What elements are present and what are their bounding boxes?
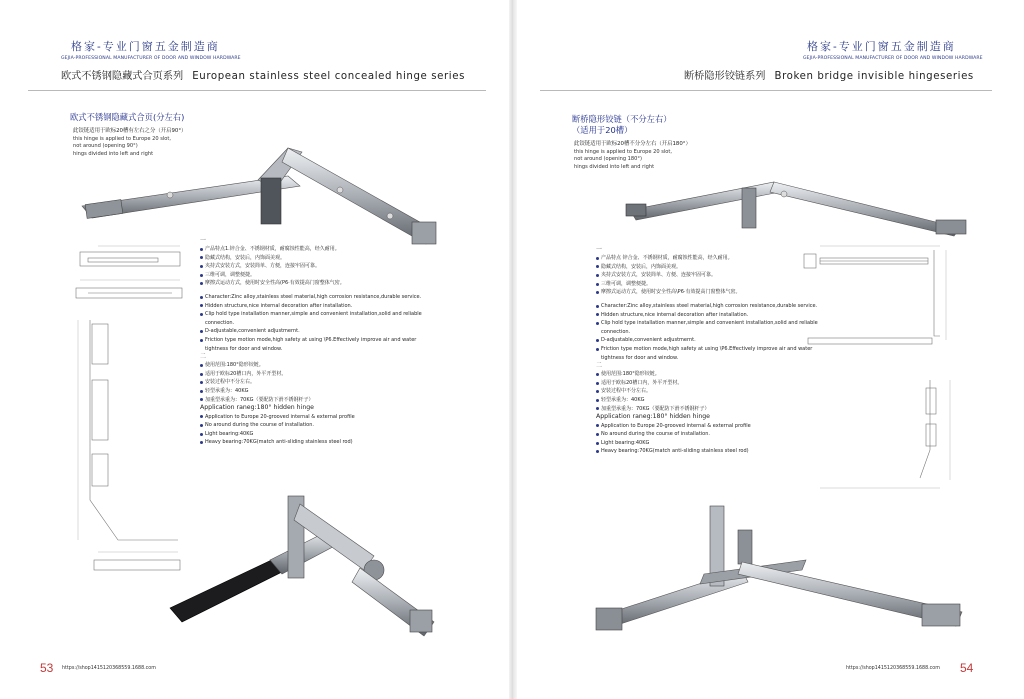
hinge-icon — [592, 500, 970, 640]
usage-cn-3: 安装过程中不分左右。 — [200, 378, 500, 387]
product-title-1: 断桥隐形铰链（不分左右） — [572, 114, 672, 124]
feature-cn-3: 夹持式安装方式，安装简单、方便、连接牢固可靠。 — [596, 271, 896, 280]
usage-en-title: Application raneg:180° hidden hinge — [596, 413, 710, 421]
feature-cn-1: 产品特点1.锌合金、不锈钢材质，耐腐蚀性能高，经久耐用。 — [200, 245, 500, 254]
usage-cn-1: 使用范围:180°隐形铰链。 — [596, 370, 896, 379]
intro-en-3: hings divided into left and right — [574, 164, 655, 171]
brand-en: GEJIA-PROFESSIONAL MANUFACTURER OF DOOR AND WINDOW HARDWARE — [803, 56, 983, 61]
feature-en-4: D-adjustable,convenient adjustmernt. — [596, 336, 896, 345]
header-rule — [28, 90, 486, 91]
intro-cn: 此铰链适用于欧标20槽不分分左右（开启180°） — [574, 141, 691, 147]
feature-cn-4: 三维可调，调整便捷。 — [200, 271, 500, 280]
product-title: 欧式不锈钢隐藏式合页(分左右) — [70, 112, 185, 122]
intro-cn: 此铰链适用于欧标20槽有左右之分（开启90°） — [73, 128, 187, 134]
series-title — [684, 67, 974, 82]
page-right — [516, 0, 1024, 699]
usage-en-3: Light bearing:40KG — [596, 439, 896, 448]
feature-cn-5: 摩擦式运动方式，使用时安全性高\P6·有效提高门窗整体气密。 — [596, 288, 896, 297]
feature-cn-1: 产品特点 锌合金、不锈钢材质，耐腐蚀性能高，经久耐用。 — [596, 254, 896, 263]
intro-en-1: this hinge is applied to Europe 20 slot, — [574, 148, 673, 155]
feature-cn-4: 三维可调，调整便捷。 — [596, 280, 896, 289]
usage-en-3: Light bearing:40KG — [200, 430, 500, 439]
feature-en-2: Hidden structure,nice internal decoration after installation. — [200, 302, 500, 311]
feature-en-4: D-adjustable,convenient adjustmernt. — [200, 327, 500, 336]
series-en: Broken bridge invisible hingeseries — [774, 71, 974, 82]
series-cn: 断桥隐形铰链系列 — [684, 71, 766, 82]
brand-en: GEJIA-PROFESSIONAL MANUFACTURER OF DOOR AND WINDOW HARDWARE — [61, 56, 241, 61]
usage-en-1: Application to Europe 20-grooved internal & external profile — [596, 422, 896, 431]
usage-en-4: Heavy bearing:70KG(match anti-sliding stainless steel rod) — [200, 438, 500, 447]
usage-cn-2: 适用于欧标20槽口内，外平开型材。 — [200, 370, 500, 379]
feature-en-3: Clip hold type installation manner,simple and convenient installation,solid and reliable connection. — [200, 310, 436, 327]
usage-en-2: No around during the course of installation. — [596, 430, 896, 439]
feature-en-2: Hidden structure,nice internal decoration after installation. — [596, 311, 896, 320]
brand-cn: 格家-专业门窗五金制造商 — [71, 40, 220, 53]
feature-cn-5: 摩擦式运动方式，使用时安全性高(P6·有效提高门窗整体气密。 — [200, 279, 500, 288]
intro-en-2: not around (opening 90°) — [73, 143, 138, 150]
shop-url[interactable]: https://shop1415120368559.1688.com — [846, 666, 940, 671]
usage-en-2: No around during the course of installation. — [200, 421, 500, 430]
product-intro — [574, 141, 691, 172]
usage-cn-5: 加重型承重为：70KG（要配防下滑不锈钢杆子） — [596, 405, 896, 414]
section-mark-2: 二 — [596, 362, 603, 370]
hinge-icon — [624, 170, 970, 236]
page-number: 53 — [40, 661, 54, 675]
header-rule — [540, 90, 992, 91]
feature-en-3: Clip hold type installation manner,simple and convenient installation,solid and reliable connection. — [596, 319, 832, 336]
shop-url[interactable]: https://shop1415120368559.1688.com — [62, 666, 156, 671]
usage-cn-3: 安装过程中不分左右。 — [596, 387, 896, 396]
product-title — [572, 114, 672, 136]
feature-cn-2: 隐藏式结构，安装后，内饰面美观。 — [596, 263, 896, 272]
series-en: European stainless steel concealed hinge series — [192, 71, 465, 82]
feature-cn-3: 夹持式安装方式，安装简单、方便，连接牢固可靠。 — [200, 262, 500, 271]
page-number: 54 — [960, 661, 974, 675]
usage-cn-4: 轻型承重为：40KG — [596, 396, 896, 405]
usage-cn-4: 轻型承重为：40KG — [200, 387, 500, 396]
series-title — [61, 67, 465, 82]
intro-en-3: hings divided into left and right — [73, 151, 154, 158]
features-block — [200, 237, 500, 447]
page-left — [0, 0, 510, 699]
intro-en-2: not around (opening 180°) — [574, 156, 642, 163]
brand-cn: 格家-专业门窗五金制造商 — [807, 40, 956, 53]
feature-en-5: Friction type motion mode,high safety at using \P6.Effectively improve air and water tightness for door and window. — [596, 345, 832, 362]
feature-en-1: Character:Zinc alloy,stainless steel material,high corrosion resistance,durable service. — [200, 293, 500, 302]
feature-en-5: Friction type motion mode,high safety at using \P6.Effectively improve air and water tightness for door and window. — [200, 336, 436, 353]
series-cn: 欧式不锈钢隐藏式合页系列 — [61, 71, 184, 82]
usage-en-title: Application raneg:180° hidden hinge — [200, 404, 314, 412]
section-mark: 一 — [596, 246, 603, 253]
section-mark-2: 二 — [200, 353, 207, 361]
intro-en-1: this hinge is applied to Europe 20 slot, — [73, 135, 172, 142]
features-block — [596, 246, 896, 456]
section-mark: 一 — [200, 237, 207, 244]
usage-cn-1: 使用范围:180°隐形铰链。 — [200, 361, 500, 370]
hinge-icon — [78, 148, 450, 250]
usage-cn-5: 加重型承重为：70KG（要配防下滑不锈钢杆子） — [200, 396, 500, 405]
usage-en-4: Heavy bearing:70KG(match anti-sliding stainless steel rod) — [596, 447, 896, 456]
usage-en-1: Application to Europe 20-grooved internal & external profile — [200, 413, 500, 422]
feature-cn-2: 隐藏式结构，安装后，内饰面美观。 — [200, 254, 500, 263]
product-title-2: （适用于20槽） — [572, 125, 633, 135]
feature-en-1: Character:Zinc alloy,stainless steel material,high corrosion resistance,durable service. — [596, 302, 896, 311]
usage-cn-2: 适用于欧标20槽口内，外平开型材。 — [596, 379, 896, 388]
hinge-icon — [160, 490, 445, 640]
